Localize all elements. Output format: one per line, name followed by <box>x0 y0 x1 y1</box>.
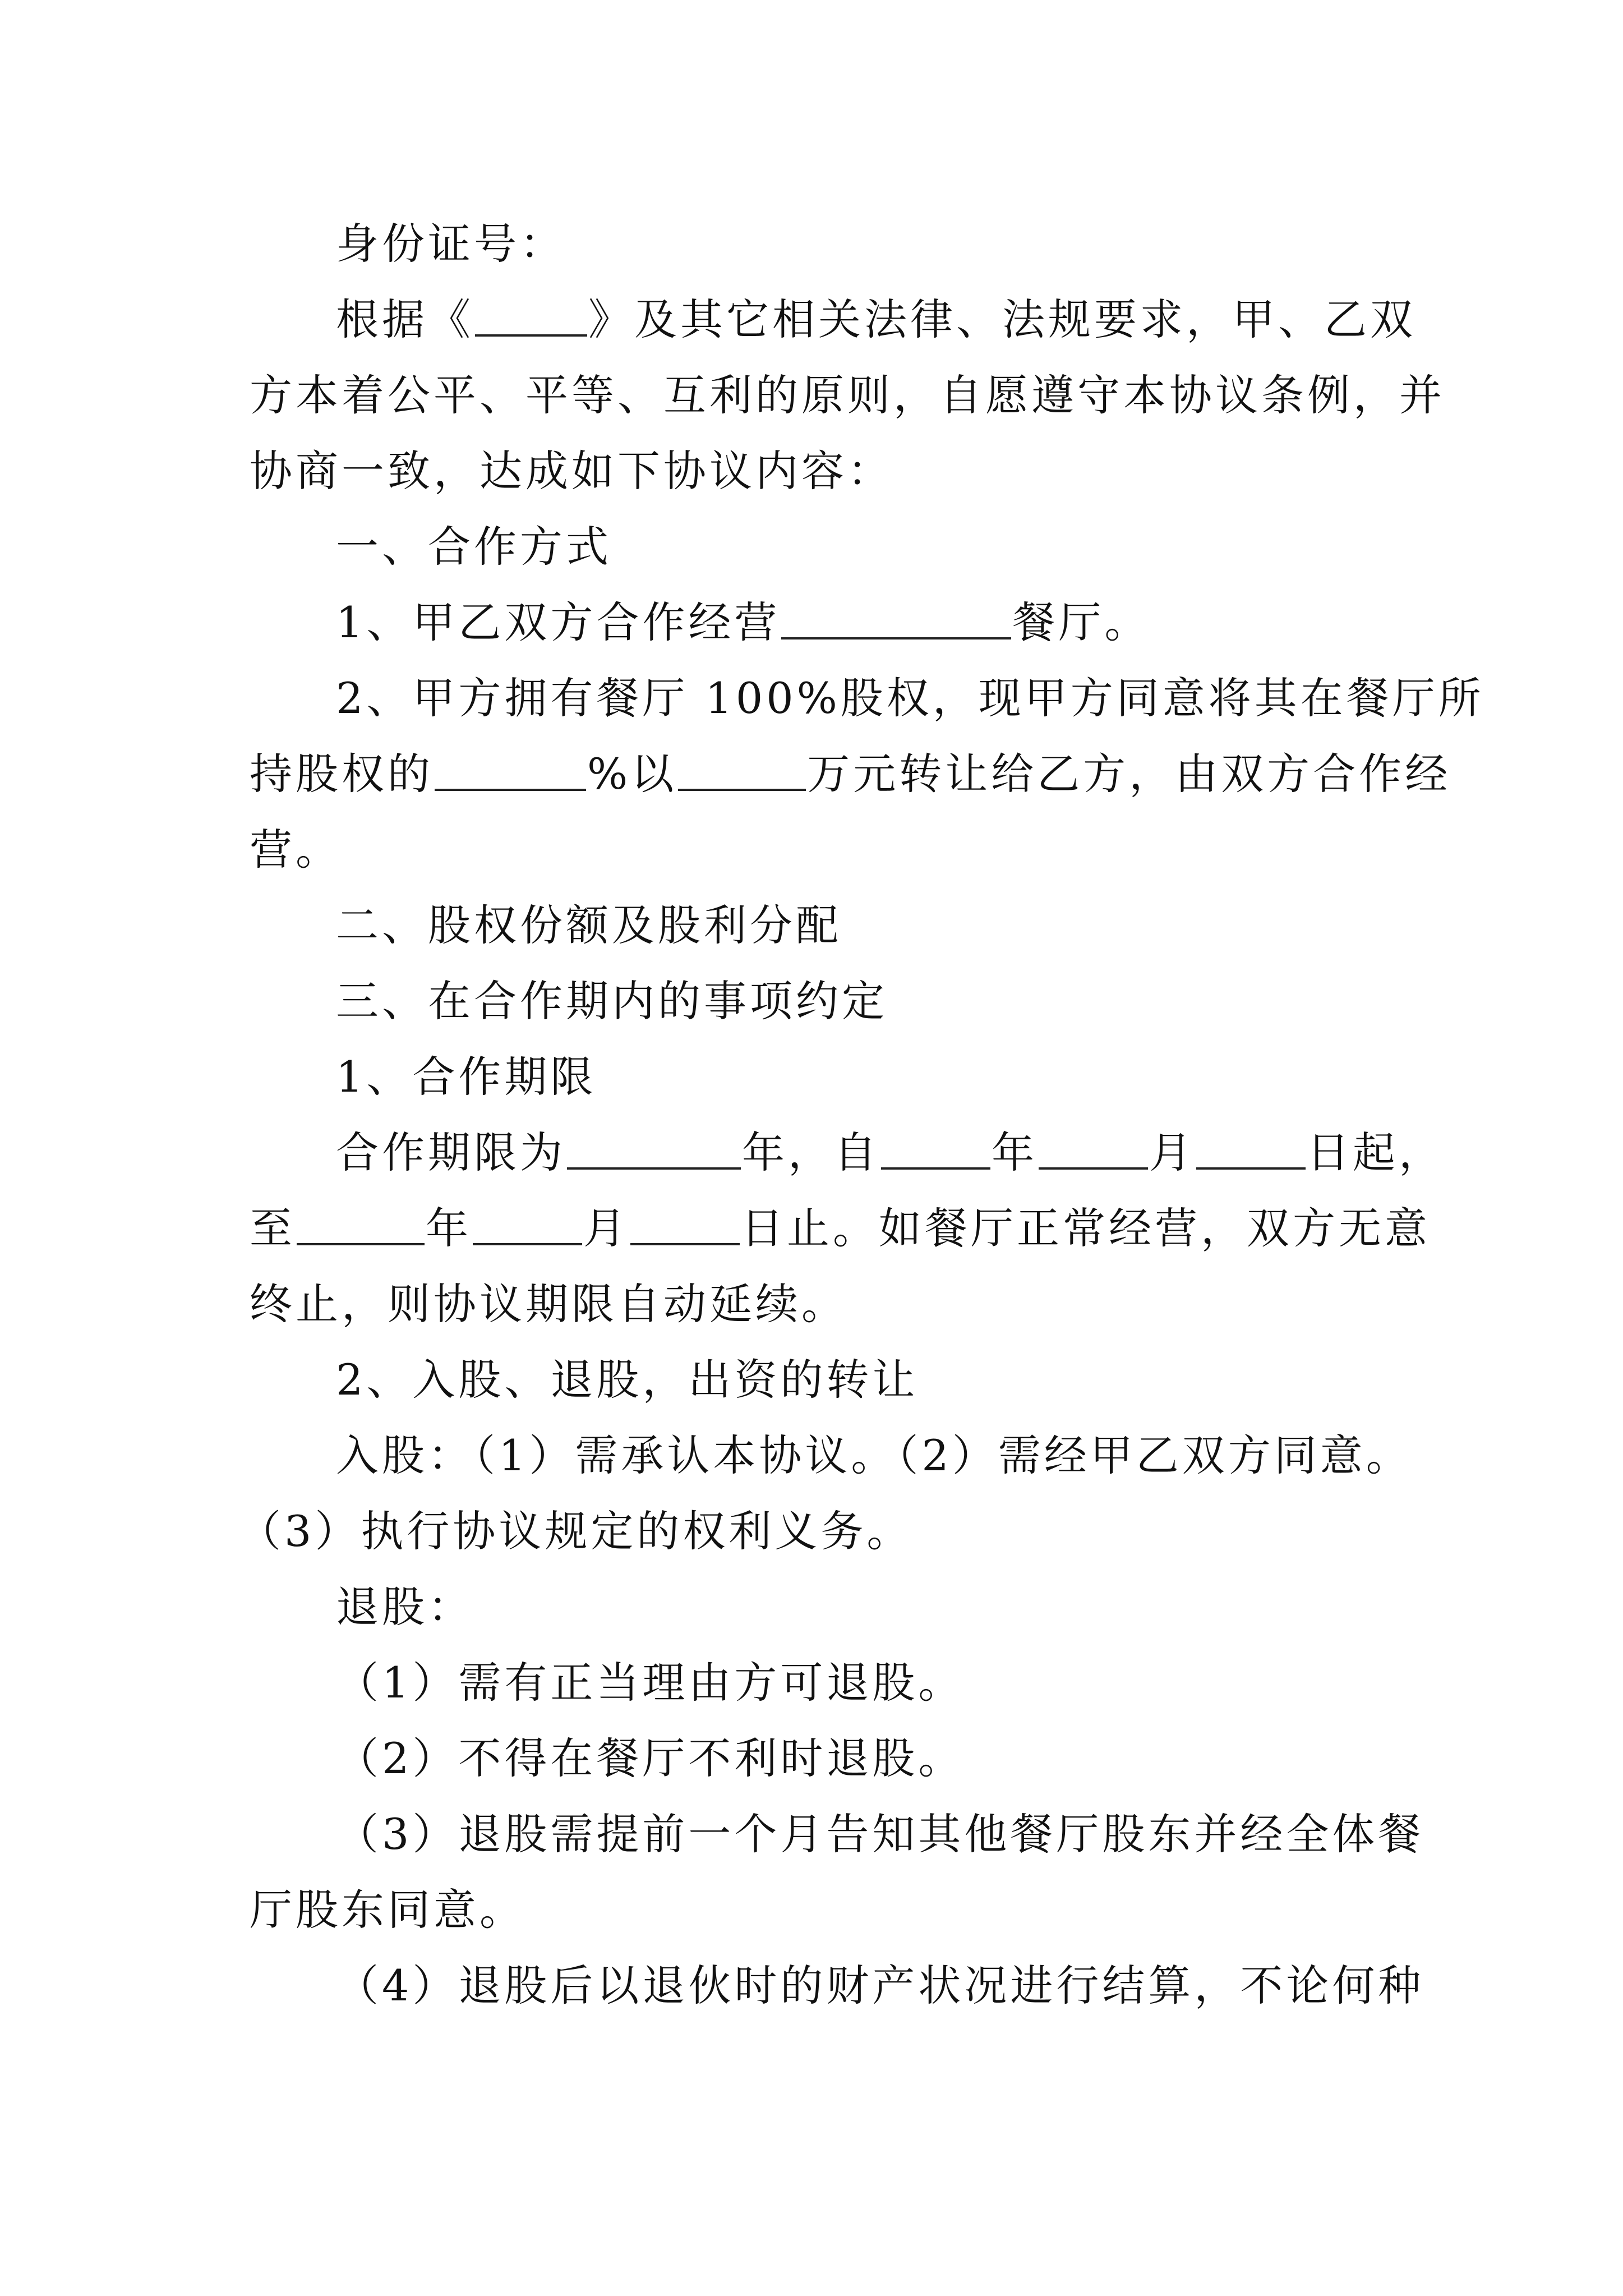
text-segment: （1）需有正当理由方可退股。 <box>336 1658 965 1708</box>
blank-start-month <box>1039 1130 1148 1170</box>
text-segment: 方本着公平、平等、互利的原则，自愿遵守本协议条例，并 <box>250 370 1445 420</box>
text-segment: 1、甲乙双方合作经营 <box>336 597 781 647</box>
text-segment: 营。 <box>250 825 342 875</box>
text-segment: 月 <box>1149 1128 1195 1177</box>
term-line <box>250 1195 1431 1262</box>
blank-years <box>567 1130 741 1170</box>
clause-line <box>250 589 1388 656</box>
clause-line <box>250 665 1484 732</box>
section-heading <box>250 892 1388 959</box>
text-segment: 厅股东同意。 <box>250 1885 525 1935</box>
term-line <box>250 1119 1445 1186</box>
heading-text: 2、入股、退股，出资的转让 <box>336 1355 919 1405</box>
blank-end-day <box>630 1206 740 1245</box>
legal-basis-line <box>250 286 1416 353</box>
paragraph-line <box>250 1876 1388 1944</box>
section-heading <box>250 968 1388 1035</box>
text-segment: %以 <box>587 749 677 799</box>
text-segment: （3）执行协议规定的权利义务。 <box>238 1506 913 1556</box>
heading-text: 三、在合作期内的事项约定 <box>336 976 888 1026</box>
paragraph-line <box>250 1271 1388 1338</box>
heading-text: 1、合作期限 <box>336 1052 597 1102</box>
clause-line <box>250 1801 1424 1868</box>
text-segment: 年 <box>426 1203 472 1253</box>
heading-text: 一、合作方式 <box>336 522 612 572</box>
blank-percentage <box>435 752 586 791</box>
blank-restaurant-name <box>781 600 1011 639</box>
clause-line <box>250 1952 1424 2019</box>
clause-line <box>250 1422 1412 1489</box>
text-segment: 持股权的 <box>250 749 434 799</box>
blank-end-month <box>473 1206 582 1245</box>
text-segment: 至 <box>250 1203 296 1253</box>
text-segment: 合作期限为 <box>336 1128 566 1177</box>
blank-start-day <box>1196 1130 1306 1170</box>
text-segment: 》及其它相关法律、法规要求，甲、乙双 <box>588 295 1416 344</box>
text-segment: （2）不得在餐厅不利时退股。 <box>336 1733 965 1783</box>
id-number-line <box>250 210 1388 278</box>
blank-start-year <box>881 1130 990 1170</box>
paragraph-line <box>250 816 1388 884</box>
subsection-heading <box>250 1043 1388 1111</box>
id-number-label: 身份证号： <box>336 219 566 269</box>
text-segment: 协商一致，达成如下协议内容： <box>250 446 893 496</box>
section-heading <box>250 513 1388 581</box>
paragraph-line <box>250 438 1388 505</box>
text-segment: 2、甲方拥有餐厅 100%股权，现甲方同意将其在餐厅所 <box>336 673 1484 723</box>
text-segment: 万元转让给乙方，由双方合作经 <box>807 749 1451 799</box>
text-segment: 餐厅。 <box>1012 597 1151 647</box>
text-segment: （3）退股需提前一个月告知其他餐厅股东并经全体餐 <box>336 1809 1424 1859</box>
clause-line <box>238 1498 1377 1565</box>
blank-end-year <box>297 1206 425 1245</box>
clause-heading <box>250 1573 1388 1641</box>
clause-line <box>250 1725 1388 1792</box>
clause-line <box>250 740 1451 808</box>
blank-law-name <box>475 297 587 337</box>
subsection-heading <box>250 1346 1388 1414</box>
clause-line <box>250 1649 1388 1717</box>
paragraph-line <box>250 362 1445 429</box>
blank-amount <box>678 752 806 791</box>
text-segment: 退股： <box>336 1582 474 1632</box>
text-segment: （4）退股后以退伙时的财产状况进行结算，不论何种 <box>336 1961 1424 2010</box>
text-segment: 年 <box>992 1128 1038 1177</box>
text-segment: 月 <box>583 1203 629 1253</box>
text-segment: 终止，则协议期限自动延续。 <box>250 1279 847 1329</box>
text-segment: 根据《 <box>336 295 474 344</box>
text-segment: 日止。如餐厅正常经营，双方无意 <box>741 1203 1431 1253</box>
heading-text: 二、股权份额及股利分配 <box>336 900 842 950</box>
text-segment: 日起， <box>1307 1128 1445 1177</box>
text-segment: 入股：（1）需承认本协议。（2）需经甲乙双方同意。 <box>336 1430 1412 1480</box>
text-segment: 年，自 <box>742 1128 880 1177</box>
